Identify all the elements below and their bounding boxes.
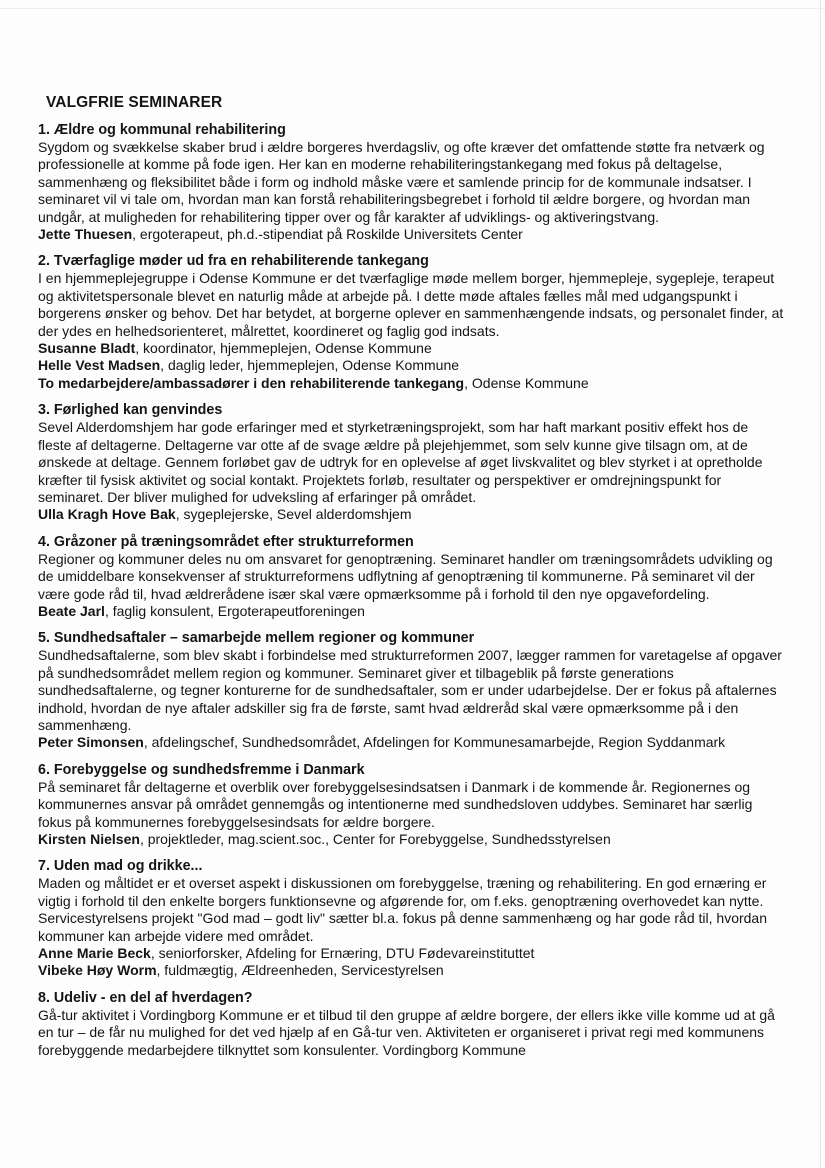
scan-edge-line [820, 0, 821, 1168]
speaker-role: , koordinator, hjemmeplejen, Odense Kommune [135, 340, 432, 357]
speaker-role: , projektleder, mag.scient.soc., Center for Forebyggelse, Sundhedsstyrelsen [139, 831, 611, 847]
speaker-name: To medarbejdere/ambassadører i den rehabiliterende tankegang [38, 374, 465, 391]
seminar-description: Sevel Alderdomshjem har gode erfaringer med et styrketræningsprojekt, som har haft markant positiv effekt hos de fleste af deltagerne. Deltagerne var otte af de svage ældre på plejehjemmet, som selv kunne give tilsagn om, at de ønskede at deltage. Gennem forløbet gav de udtryk for en oplevelse af øget livskvalitet og blev styrket i at opretholde kræfter til fysisk aktivitet og social kontakt. Projektets forløb, resultater og perspektiver er omdrejningspunkt for seminaret. Der bliver mulighed for udveksling af erfaringer på området. [38, 419, 763, 505]
seminar-description: Maden og måltidet er et overset aspekt i diskussionen om forebyggelse, træning og rehabilitering. En god ernæring er vigtig i forhold til den enkelte borgers funktionsevne og afgørende for, om f.eks. genoptræning overhovedet kan nytte. Servicestyrelsens projekt "God mad – godt liv" sætter bl.a. fokus på denne sammenhæng og har gode råd til, hvordan kommuner kan arbejde videre med området. [38, 875, 767, 944]
speaker-role: , seniorforsker, Afdeling for Ernæring, DTU Fødevareinstituttet [150, 945, 535, 962]
speaker-name: Anne Marie Beck [38, 945, 151, 962]
speaker-name: Vibeke Høy Worm [38, 962, 157, 979]
seminar-section [38, 121, 785, 243]
seminar-description: På seminaret får deltagerne et overblik over forebyggelsesindsatsen i Danmark i de kommende år. Regionernes og kommunernes ansvar på området gennemgås og intentionerne med sundhedsloven uddybes. Seminaret har særlig fokus på kommunernes forebyggelsesindsats for ældre borgere. [38, 778, 753, 830]
speaker-line [38, 603, 785, 620]
speaker-name: Beate Jarl [38, 602, 105, 619]
speaker-line [38, 340, 785, 357]
page-title: VALGFRIE SEMINARER [46, 94, 223, 111]
seminar-heading: 3. Førlighed kan genvindes [38, 402, 223, 419]
seminar-description: I en hjemmeplejegruppe i Odense Kommune er det tværfaglige møde mellem borger, hjemmepleje, sygepleje, terapeut og aktivitetspersonale blevet en naturlig måde at arbejde på. I dette møde aftales fælles mål med udgangspunkt i borgerens ønsker og behov. Det har betydet, at borgerne oplever en sammenhængende indsats, og personalet finder, at der ydes en helhedsorienteret, målrettet, koordineret og faglig god indsats. [38, 270, 784, 339]
speaker-line [38, 226, 785, 243]
seminar-section [38, 401, 785, 523]
speaker-name: Susanne Bladt [38, 340, 136, 357]
speaker-role: , daglig leder, hjemmeplejen, Odense Kommune [160, 357, 460, 374]
seminar-heading: 2. Tværfaglige møder ud fra en rehabiliterende tankegang [38, 253, 429, 270]
seminar-description: Regioner og kommuner deles nu om ansvaret for genoptræning. Seminaret handler om træningsområdets udvikling og de umiddelbare konsekvenser af strukturreformens udflytning af genoptræning til kommunerne. På seminaret vil der være gode råd til, hvad ældrerådene især skal være opmærksomme på i forhold til den nye opgavefordeling. [38, 550, 773, 602]
seminar-heading: 5. Sundhedsaftaler – samarbejde mellem regioner og kommuner [38, 630, 475, 647]
speaker-role: , Odense Kommune [464, 374, 589, 391]
speaker-line [38, 831, 785, 848]
speaker-name: Ulla Kragh Hove Bak [38, 506, 176, 523]
speaker-role: , fuldmægtig, Ældreenheden, Servicestyrelsen [156, 962, 444, 979]
seminar-section [38, 857, 785, 979]
seminar-heading: 6. Forebyggelse og sundhedsfremme i Danmark [38, 761, 365, 778]
seminar-heading: 8. Udeliv - en del af hverdagen? [38, 989, 253, 1006]
seminar-description: Sygdom og svækkelse skaber brud i ældre borgeres hverdagsliv, og ofte kræver det omfattende støtte fra netværk og professionelle at komme på fode igen. Her kan en moderne rehabiliteringstankegang med fokus på deltagelse, sammenhæng og fleksibilitet både i form og indhold måske være et samlende princip for de kommunale indsatser. I seminaret vil vi tale om, hvordan man kan forstå rehabiliteringsbegrebet i forhold til ældre borgere, og hvordan man undgår, at muligheden for rehabilitering tipper over og får karakter af udviklings- og aktiveringstvang. [38, 139, 765, 225]
speaker-name: Helle Vest Madsen [38, 357, 161, 374]
speaker-role: , faglig konsulent, Ergoterapeutforeningen [104, 602, 365, 619]
seminar-section [38, 629, 785, 751]
speaker-line [38, 375, 785, 392]
seminar-section [38, 761, 785, 849]
speaker-line [38, 506, 785, 523]
seminar-description: Sundhedsaftalerne, som blev skabt i forbindelse med strukturreformen 2007, lægger rammen for varetagelse af opgaver på sundhedsområdet mellem region og kommuner. Seminaret giver et tilbageblik på første generations sundhedsaftalerne, og tegner konturerne for de sundhedsaftaler, som er under udarbejdelse. Der er fokus på aftalernes indhold, hvordan de nye aftaler adskiller sig fra de første, samt hvad ældreråd skal være opmærksomme på i den sammenhæng. [38, 647, 782, 733]
speaker-name: Peter Simonsen [38, 734, 144, 751]
seminar-description: Gå-tur aktivitet i Vordingborg Kommune er et tilbud til den gruppe af ældre borgere, der ellers ikke ville komme ud at gå en tur – de får nu mulighed for det ved hjælp af en Gå-tur ven. Aktiviteten er organiseret i privat regi med kommunens forebyggende medarbejdere tilknyttet som konsulenter. Vordingborg Kommune [38, 1006, 775, 1058]
seminar-heading: 7. Uden mad og drikke... [38, 858, 203, 875]
speaker-name: Kirsten Nielsen [38, 831, 140, 847]
speaker-line [38, 962, 785, 979]
speaker-line [38, 734, 785, 751]
seminar-list [38, 121, 785, 1059]
seminar-section [38, 989, 785, 1059]
seminar-section [38, 533, 785, 621]
speaker-role: , afdelingschef, Sundhedsområdet, Afdelingen for Kommunesamarbejde, Region Syddanmark [143, 734, 726, 751]
speaker-name: Jette Thuesen [38, 226, 133, 243]
speaker-role: , ergoterapeut, ph.d.-stipendiat på Roskilde Universitets Center [132, 226, 523, 243]
seminar-heading: 4. Gråzoner på træningsområdet efter strukturreformen [38, 533, 414, 550]
scan-top-line [0, 8, 825, 9]
seminar-section [38, 252, 785, 392]
speaker-line [38, 945, 785, 962]
speaker-role: , sygeplejerske, Sevel alderdomshjem [175, 506, 412, 523]
seminar-heading: 1. Ældre og kommunal rehabilitering [38, 122, 286, 138]
speaker-line [38, 357, 785, 374]
